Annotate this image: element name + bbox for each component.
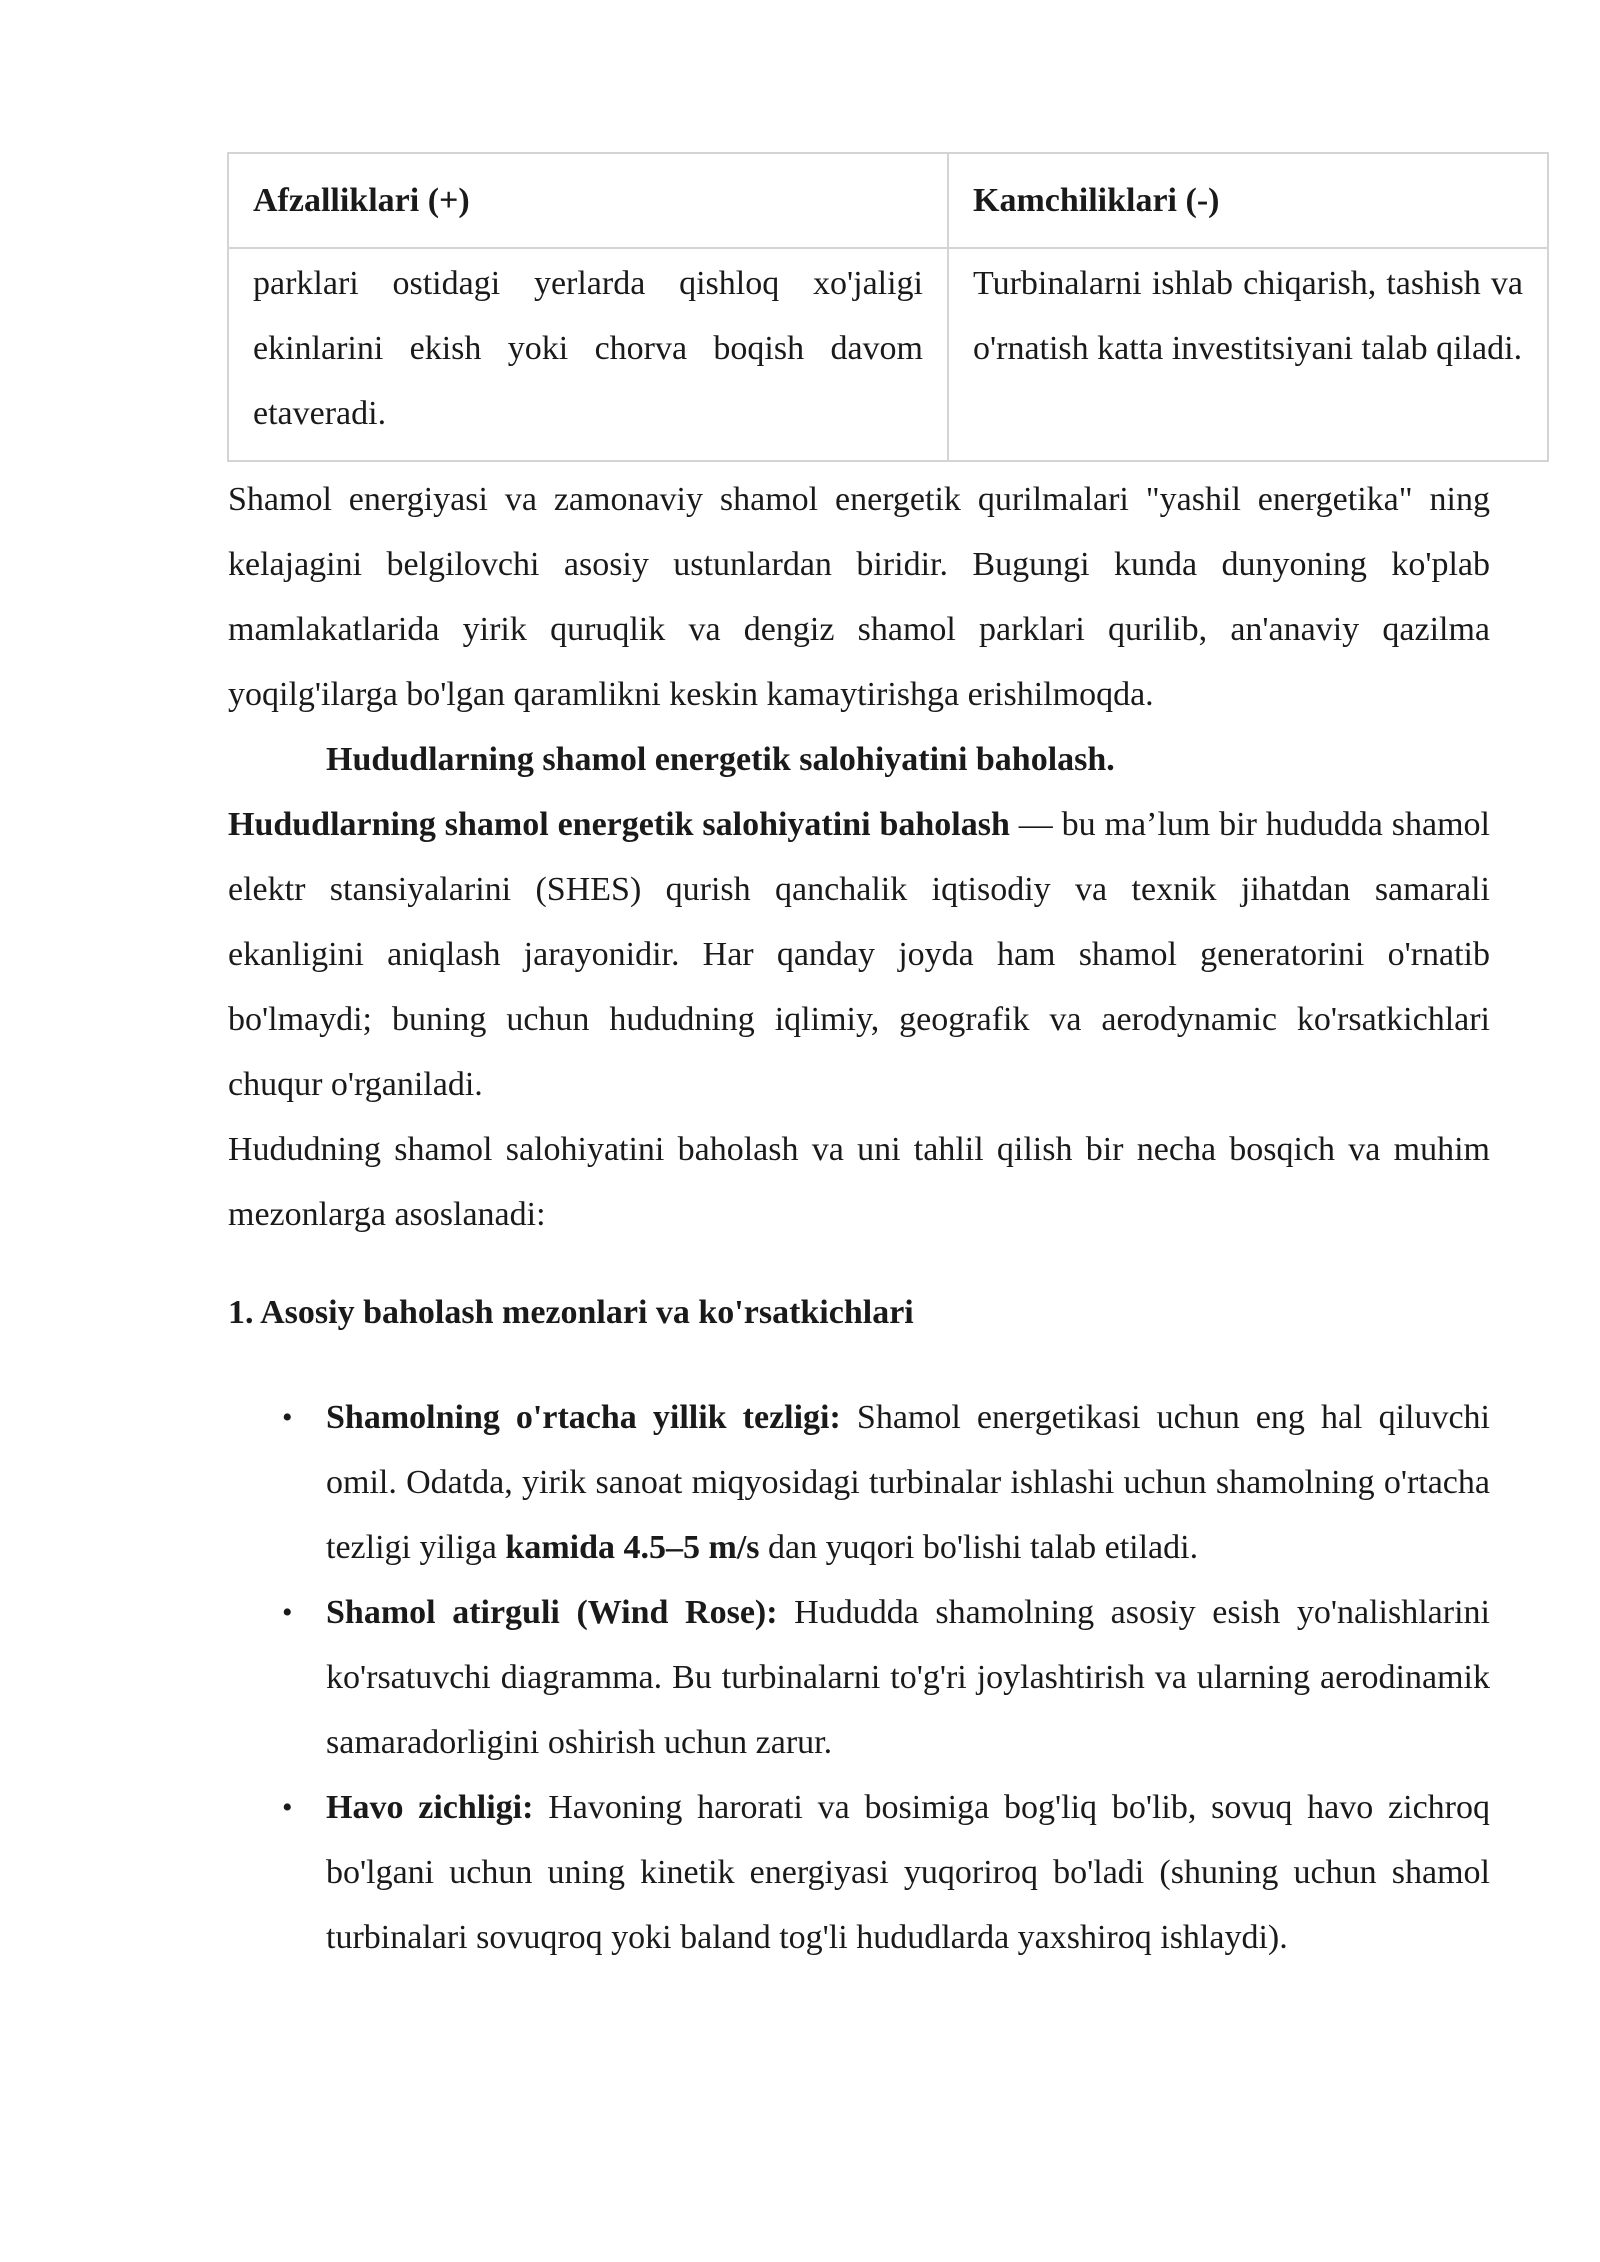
list-item-text: Hududda shamolning asosiy esish yo'nalishlarini ko'rsatuvchi diagramma. Bu turbinalarni to'g'ri joylashtirish va ularning aerodinamik samaradorligini oshirish uchun zarur. xyxy=(326,1594,1490,1761)
bullet-icon: • xyxy=(282,1791,293,1824)
section-heading: 1. Asosiy baholash mezonlari va ko'rsatkichlari xyxy=(228,1294,914,1331)
list-item-text: Shamol energetikasi uchun eng hal qiluvchi omil. Odatda, yirik sanoat miqyosidagi turbinalar ishlashi uchun shamolning o'rtacha tezligi yiliga xyxy=(326,1399,1491,1566)
list-item-term: Shamolning o'rtacha yillik tezligi: xyxy=(326,1399,841,1436)
list-item-term: Havo zichligi: xyxy=(326,1789,534,1826)
table-header-cons: Kamchiliklari (-) xyxy=(948,153,1548,248)
definition-text: — bu ma’lum bir hududda shamol elektr stansiyalarini (SHES) qurish qanchalik iqtisodiy va texnik jihatdan samarali ekanligini aniqlash jarayonidir. Har qanday joyda ham shamol generatorini o'rnatib bo'lmaydi; buning uchun hududning iqlimiy, geografik va aerodynamic ko'rsatkichlari chuqur o'rganiladi. xyxy=(228,806,1491,1103)
list-item xyxy=(282,1775,1490,1970)
definition-term: Hududlarning shamol energetik salohiyatini baholash xyxy=(228,806,1010,843)
list-item-text: Havoning harorati va bosimiga bog'liq bo'lib, sovuq havo zichroq bo'lgani uchun uning kinetik energiyasi yuqoriroq bo'ladi (shuning uchun shamol turbinalari sovuqroq yoki baland tog'li hududlarda yaxshiroq ishlaydi). xyxy=(326,1789,1490,1956)
pros-cons-table xyxy=(227,152,1549,462)
table-cell-cons: Turbinalarni ishlab chiqarish, tashish va o'rnatish katta investitsiyani talab qiladi. xyxy=(948,248,1548,461)
list-item-emphasis: kamida 4.5–5 m/s xyxy=(505,1529,760,1566)
bullet-icon: • xyxy=(282,1401,293,1434)
list-item xyxy=(282,1385,1491,1580)
list-item xyxy=(282,1580,1490,1775)
table-header-row xyxy=(228,153,1548,248)
criteria-list xyxy=(282,1385,1491,1970)
centered-heading: Hududlarning shamol energetik salohiyatini baholash. xyxy=(326,741,1115,778)
table-row xyxy=(228,248,1548,461)
list-item-term: Shamol atirguli (Wind Rose): xyxy=(326,1594,778,1631)
bullet-icon: • xyxy=(282,1596,293,1629)
table-header-pros: Afzalliklari (+) xyxy=(228,153,948,248)
definition-paragraph xyxy=(228,792,1490,1117)
intro-paragraph: Shamol energiyasi va zamonaviy shamol energetik qurilmalari "yashil energetika" ning kelajagini belgilovchi asosiy ustunlardan biridir. Bugungi kunda dunyoning ko'plab mamlakatlarida yirik quruqlik va dengiz shamol parklari qurilib, an'anaviy qazilma yoqilg'ilarga bo'lgan qaramlikni keskin kamaytirishga erishilmoqda. xyxy=(228,481,1490,713)
list-item-text-after: dan yuqori bo'lishi talab etiladi. xyxy=(759,1529,1199,1566)
table-cell-pros: parklari ostidagi yerlarda qishloq xo'jaligi ekinlarini ekish yoki chorva boqish davom etaveradi. xyxy=(228,248,948,461)
criteria-intro-paragraph: Hududning shamol salohiyatini baholash va uni tahlil qilish bir necha bosqich va muhim mezonlarga asoslanadi: xyxy=(228,1131,1490,1233)
